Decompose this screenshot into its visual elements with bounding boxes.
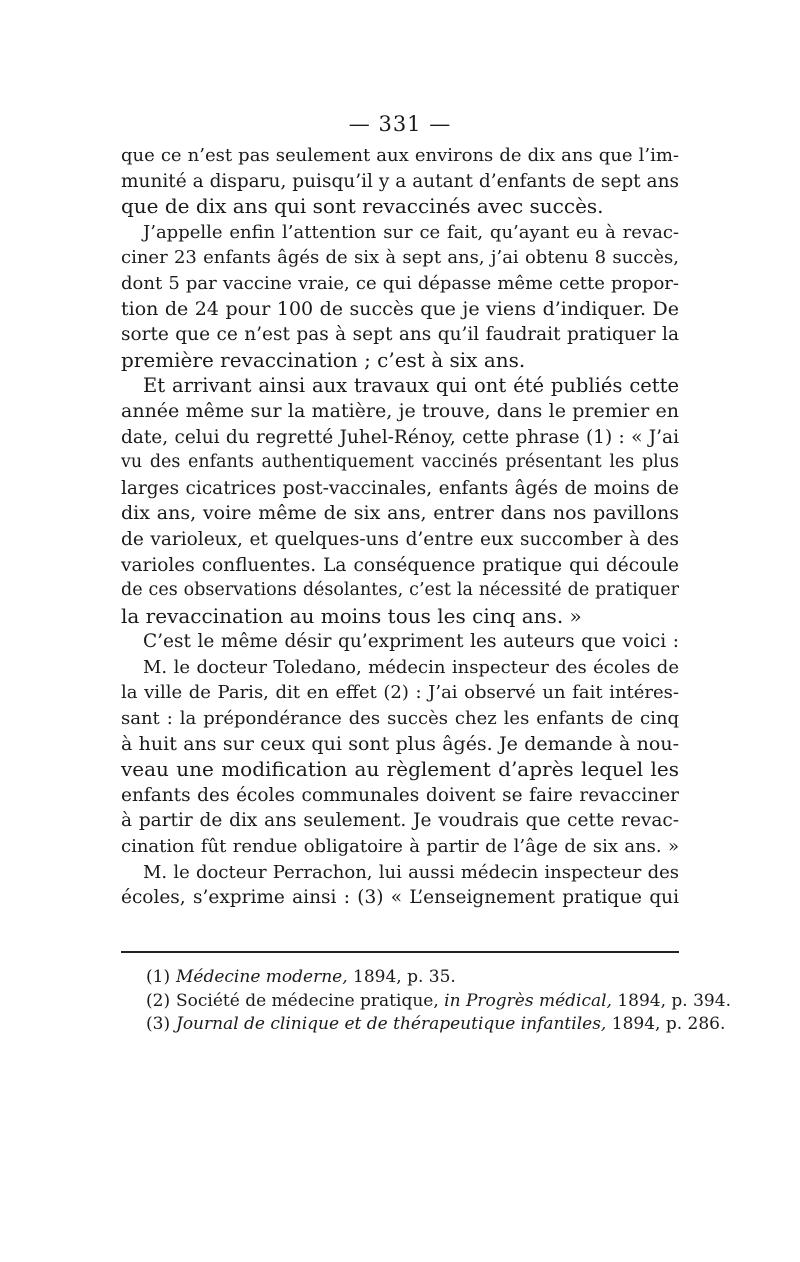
footnote-3: (3) Journal de clinique et de thérapeutique infantiles, 1894, p. 286.: [146, 1014, 726, 1034]
footnote-rule: [121, 951, 679, 953]
body-line: tion de 24 pour 100 de succès que je viens d’indiquer. De: [121, 297, 679, 320]
body-line: C’est le même désir qu’expriment les auteurs que voici :: [143, 631, 679, 653]
body-line: année même sur la matière, je trouve, dans le premier en: [121, 399, 679, 422]
body-line: sorte que ce n’est pas à sept ans qu’il faudrait pratiquer la: [121, 324, 679, 346]
body-line: de varioleux, et quelques-uns d’entre eux succomber à des: [121, 528, 679, 550]
body-line: de ces observations désolantes, c’est la nécessité de pratiquer: [121, 580, 679, 601]
body-line: que ce n’est pas seulement aux environs de dix ans que l’im-: [121, 145, 679, 166]
body-text: [121, 143, 679, 911]
body-line: à partir de dix ans seulement. Je voudrais que cette revac-: [121, 810, 679, 832]
body-line: sant : la prépondérance des succès chez les enfants de cinq: [121, 708, 679, 730]
body-line: première revaccination ; c’est à six ans.: [121, 347, 526, 372]
body-line: ciner 23 enfants âgés de six à sept ans, j’ai obtenu 8 succès,: [121, 247, 679, 269]
footnote-3-title: Journal de clinique et de thérapeutique infantiles,: [176, 1014, 607, 1034]
body-line: la revaccination au moins tous les cinq ans. »: [121, 603, 582, 628]
body-line: la ville de Paris, dit en effet (2) : J’ai observé un fait intéres-: [121, 682, 679, 704]
footnote-1: (1) Médecine moderne, 1894, p. 35.: [146, 967, 456, 987]
page-number: — 331 —: [348, 112, 452, 136]
body-line: varioles confluentes. La conséquence pratique qui découle: [121, 554, 679, 576]
body-line: que de dix ans qui sont revaccinés avec succès.: [121, 194, 604, 219]
footnote-2-title: in Progrès médical,: [444, 990, 612, 1011]
body-line: dix ans, voire même de six ans, entrer dans nos pavillons: [121, 502, 679, 525]
body-line: à huit ans sur ceux qui sont plus âgés. Je demande à nou-: [121, 732, 679, 755]
footnotes: [146, 966, 731, 1037]
body-line: M. le docteur Perrachon, lui aussi médecin inspecteur des: [143, 861, 679, 883]
body-line: dont 5 par vaccine vraie, ce qui dépasse même cette propor-: [121, 272, 679, 294]
body-line: J’appelle enfin l’attention sur ce fait, qu’ayant eu à revac-: [143, 221, 679, 243]
footnote-2: (2) Société de médecine pratique, in Progrès médical, 1894, p. 394.: [146, 990, 731, 1011]
body-line: larges cicatrices post-vaccinales, enfants âgés de moins de: [121, 477, 679, 499]
body-line: munité a disparu, puisqu’il y a autant d’enfants de sept ans: [121, 170, 679, 192]
body-line: cination fût rendue obligatoire à partir de l’âge de six ans. »: [121, 836, 679, 858]
footnote-1-title: Médecine moderne,: [176, 967, 348, 987]
body-line: Et arrivant ainsi aux travaux qui ont été publiés cette: [143, 374, 679, 398]
body-line: écoles, s’exprime ainsi : (3) « L’enseignement pratique qui: [121, 887, 679, 909]
body-line: M. le docteur Toledano, médecin inspecteur des écoles de: [143, 656, 679, 678]
body-line: enfants des écoles communales doivent se faire revacciner: [121, 784, 679, 806]
body-line: date, celui du regretté Juhel-Rénoy, cette phrase (1) : « J’ai: [121, 426, 679, 448]
body-line: vu des enfants authentiquement vaccinés présentant les plus: [121, 452, 679, 473]
body-line: veau une modification au règlement d’après lequel les: [121, 757, 679, 782]
